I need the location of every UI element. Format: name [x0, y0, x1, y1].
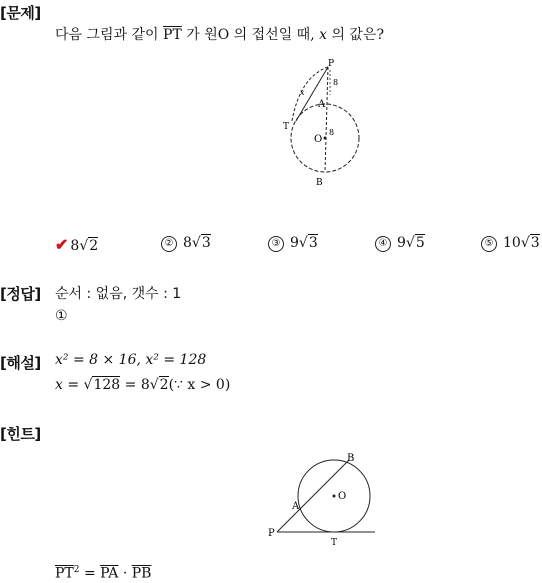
- label-x-len: x: [300, 88, 305, 97]
- solution-sqrt-2: 2: [159, 377, 169, 393]
- label-o: O: [314, 134, 323, 145]
- checkmark-icon: ✔: [55, 235, 69, 254]
- problem-statement: [55, 24, 384, 44]
- circled-5-icon: ⑤: [481, 236, 497, 252]
- label-pa-len: 8: [333, 78, 339, 87]
- hint-label-p: P: [268, 528, 275, 539]
- choice-4[interactable]: ④ 9√5: [375, 235, 425, 252]
- label-b: B: [316, 178, 323, 188]
- choice-4-rad: 5: [415, 235, 425, 251]
- hint-label: [힌트]: [0, 425, 41, 443]
- choice-1-coef: 8: [70, 238, 80, 254]
- choice-3-coef: 9: [290, 235, 299, 251]
- hint-label-a: A: [292, 501, 300, 512]
- choice-5-coef: 10: [503, 235, 521, 251]
- choice-1[interactable]: ✔ 8√2: [55, 235, 99, 254]
- hint-label-t: T: [331, 538, 338, 548]
- answer-line-2: ①: [55, 308, 68, 324]
- choice-2-rad: 3: [201, 235, 211, 251]
- choice-5-rad: 3: [530, 235, 540, 251]
- tangent-arc: [292, 67, 328, 121]
- circled-3-icon: ③: [268, 236, 284, 252]
- choice-1-rad: 2: [89, 238, 99, 254]
- answer-label: [정답]: [0, 285, 41, 303]
- circled-4-icon: ④: [375, 236, 391, 252]
- choice-3-rad: 3: [308, 235, 318, 251]
- choice-2[interactable]: ② 8√3: [161, 235, 211, 252]
- hint-center-dot: [333, 495, 336, 498]
- problem-figure: [270, 55, 370, 190]
- label-a: A: [318, 99, 326, 110]
- choice-3[interactable]: ③ 9√3: [268, 235, 318, 252]
- answer-line-1: 순서 : 없음, 갯수 : 1: [55, 286, 182, 302]
- label-t: T: [283, 122, 290, 132]
- hint-label-b: B: [347, 453, 355, 464]
- hint-formula-pa: $\overline{PA}$: [100, 565, 119, 582]
- hint-formula-eq: =: [79, 565, 101, 582]
- solution-line-2-c: (∵ x > 0): [168, 377, 231, 393]
- hint-formula-pb: $\overline{PB}$: [131, 565, 152, 582]
- choice-2-coef: 8: [183, 235, 192, 251]
- choice-4-coef: 9: [397, 235, 406, 251]
- variable-x: x: [319, 27, 327, 43]
- solution-line-2-b: = 8: [120, 377, 150, 393]
- label-p: P: [328, 59, 335, 69]
- choice-5[interactable]: ⑤ 10√3: [481, 235, 540, 252]
- solution-line-1: x² = 8 × 16, x² = 128: [55, 352, 207, 368]
- hint-label-o: O: [338, 491, 347, 502]
- line-pb: [325, 67, 328, 172]
- solution-line-2: x = √128 = 8√2(∵ x > 0): [55, 377, 231, 393]
- hint-formula-square: 2: [73, 565, 80, 575]
- segment-pt: $\overline{PT}$: [163, 27, 182, 43]
- problem-text-post: 의 값은?: [327, 27, 384, 43]
- hint-figure: [265, 450, 380, 550]
- problem-text-mid: 가 원O 의 접선일 때,: [181, 27, 320, 43]
- circled-2-icon: ②: [161, 236, 177, 252]
- solution-sqrt-128: 128: [93, 377, 121, 393]
- solution-label: [해설]: [0, 354, 41, 372]
- label-ob-len: 8: [329, 128, 335, 137]
- hint-formula-dot: ·: [118, 565, 132, 582]
- hint-formula: [55, 565, 151, 582]
- problem-label: [문제]: [0, 4, 41, 22]
- solution-line-2-a: x =: [55, 377, 84, 393]
- hint-formula-pt: $\overline{PT}$: [55, 565, 74, 582]
- center-dot: [324, 137, 327, 140]
- problem-text-pre: 다음 그림과 같이: [55, 27, 164, 43]
